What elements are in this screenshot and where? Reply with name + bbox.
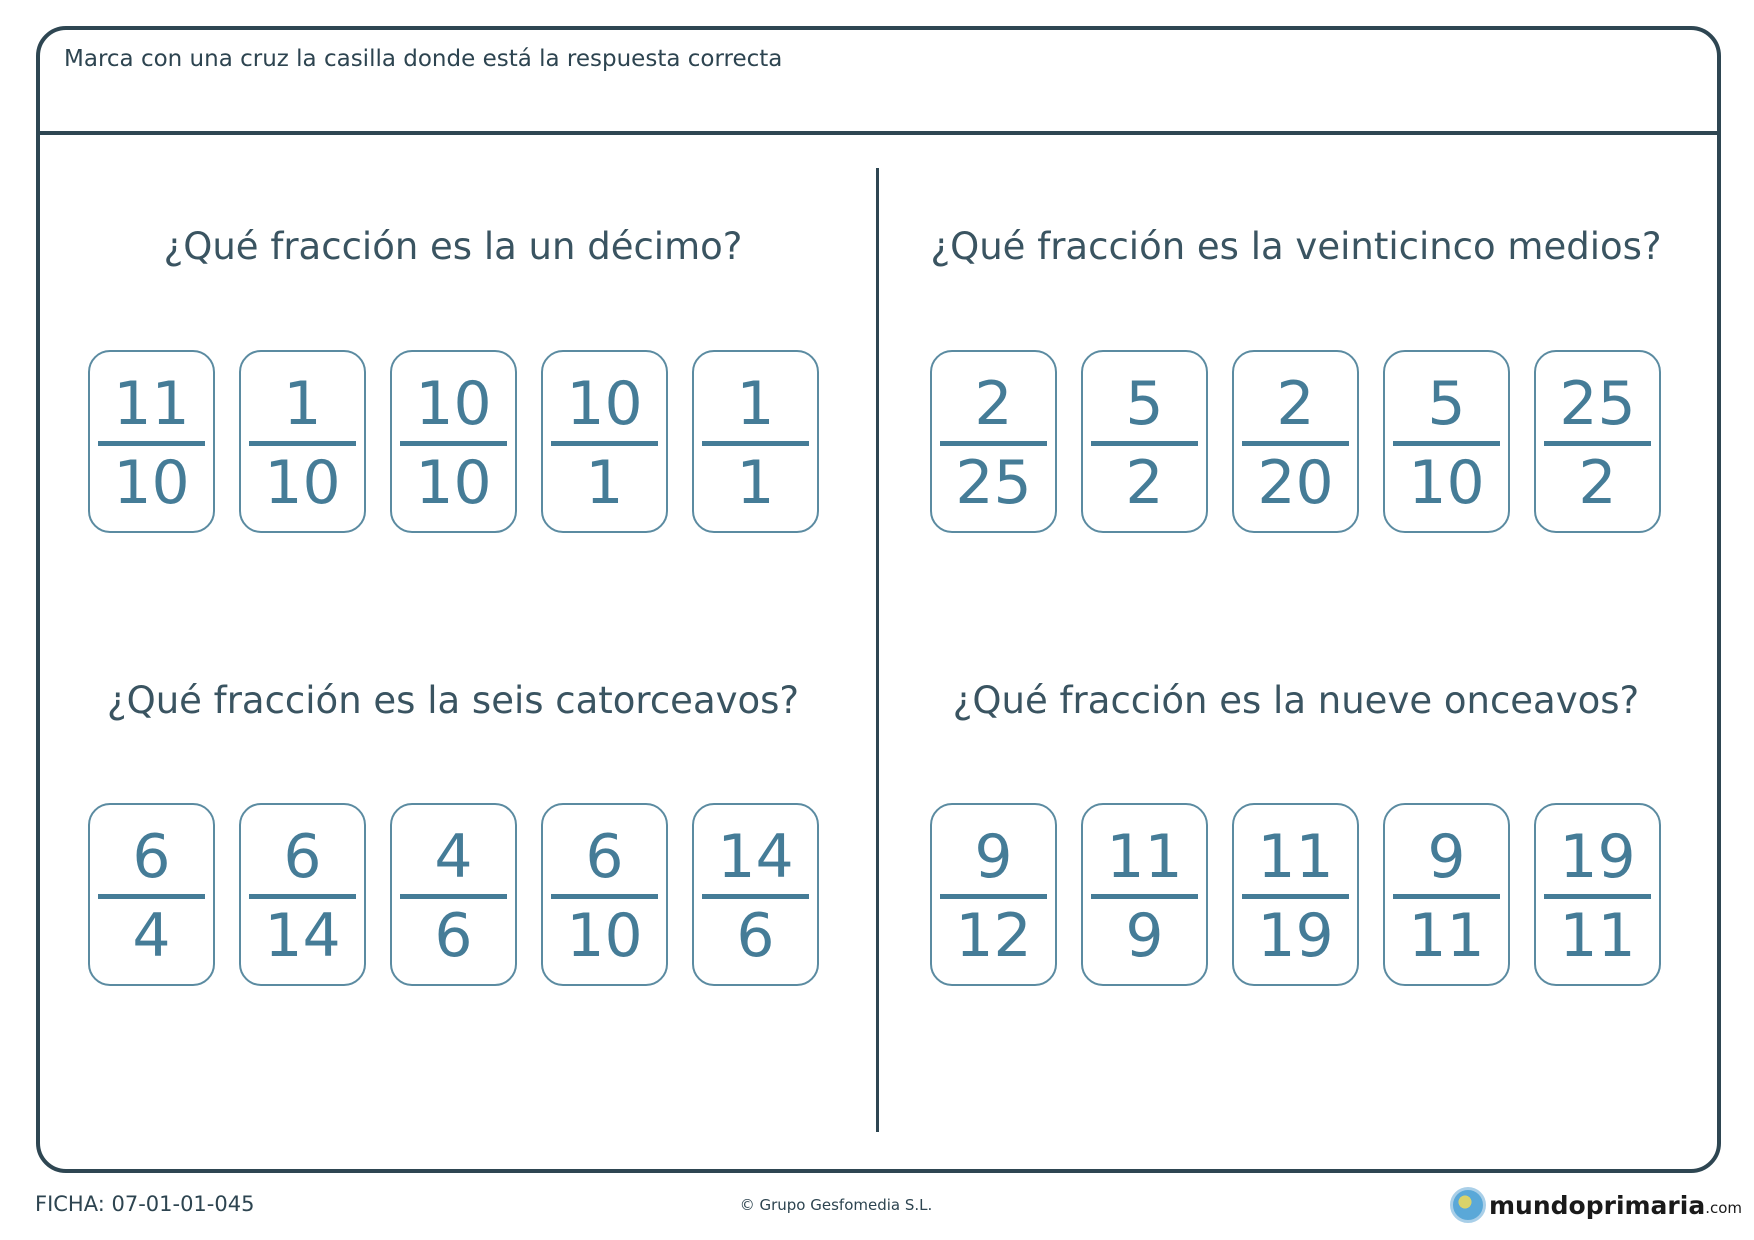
- answer-option-checkbox[interactable]: [88, 350, 215, 533]
- instruction-text: Marca con una cruz la casilla donde está la respuesta correcta: [64, 46, 783, 72]
- logo-tld: .com: [1705, 1199, 1743, 1217]
- fraction-bar: [551, 441, 658, 446]
- numerator: 5: [1427, 369, 1466, 439]
- answer-option-checkbox[interactable]: [930, 803, 1057, 986]
- fraction-bar: [940, 894, 1047, 899]
- denominator: 20: [1257, 448, 1334, 518]
- question-2: ¿Qué fracción es la veinticinco medios?: [930, 225, 1662, 268]
- fraction-bar: [1242, 441, 1349, 446]
- copyright: © Grupo Gesfomedia S.L.: [739, 1196, 933, 1214]
- denominator: 9: [1125, 901, 1164, 971]
- numerator: 14: [717, 822, 794, 892]
- numerator: 6: [132, 822, 171, 892]
- denominator: 6: [736, 901, 775, 971]
- answer-option-checkbox[interactable]: [390, 350, 517, 533]
- fraction-bar: [702, 441, 809, 446]
- answer-option-checkbox[interactable]: [1232, 803, 1359, 986]
- fraction-bar: [1393, 894, 1500, 899]
- header-divider: [36, 131, 1721, 135]
- question-1: ¿Qué fracción es la un décimo?: [163, 225, 743, 268]
- numerator: 4: [434, 822, 473, 892]
- answer-option-checkbox[interactable]: [692, 350, 819, 533]
- denominator: 10: [264, 448, 341, 518]
- logo-name: mundoprimaria: [1489, 1190, 1706, 1220]
- denominator: 11: [1408, 901, 1485, 971]
- numerator: 9: [974, 822, 1013, 892]
- numerator: 25: [1559, 369, 1636, 439]
- denominator: 1: [585, 448, 624, 518]
- denominator: 2: [1578, 448, 1617, 518]
- numerator: 19: [1559, 822, 1636, 892]
- fraction-bar: [400, 441, 507, 446]
- denominator: 14: [264, 901, 341, 971]
- denominator: 19: [1257, 901, 1334, 971]
- answer-option-checkbox[interactable]: [1534, 350, 1661, 533]
- fraction-bar: [1091, 894, 1198, 899]
- denominator: 4: [132, 901, 171, 971]
- numerator: 10: [415, 369, 492, 439]
- fraction-bar: [551, 894, 658, 899]
- fraction-bar: [400, 894, 507, 899]
- numerator: 5: [1125, 369, 1164, 439]
- question-4: ¿Qué fracción es la nueve onceavos?: [952, 679, 1640, 722]
- fraction-bar: [1544, 894, 1651, 899]
- question-3: ¿Qué fracción es la seis catorceavos?: [106, 679, 800, 722]
- fraction-bar: [98, 441, 205, 446]
- numerator: 6: [283, 822, 322, 892]
- answer-option-checkbox[interactable]: [390, 803, 517, 986]
- column-divider: [876, 168, 879, 1132]
- answer-option-checkbox[interactable]: [930, 350, 1057, 533]
- denominator: 25: [955, 448, 1032, 518]
- answer-option-checkbox[interactable]: [1232, 350, 1359, 533]
- denominator: 10: [415, 448, 492, 518]
- denominator: 10: [113, 448, 190, 518]
- numerator: 6: [585, 822, 624, 892]
- fraction-bar: [1393, 441, 1500, 446]
- numerator: 1: [283, 369, 322, 439]
- answer-option-checkbox[interactable]: [1534, 803, 1661, 986]
- numerator: 10: [566, 369, 643, 439]
- worksheet-id: FICHA: 07-01-01-045: [35, 1192, 255, 1216]
- numerator: 2: [1276, 369, 1315, 439]
- denominator: 6: [434, 901, 473, 971]
- numerator: 1: [736, 369, 775, 439]
- fraction-bar: [1242, 894, 1349, 899]
- answer-option-checkbox[interactable]: [1081, 803, 1208, 986]
- fraction-bar: [1091, 441, 1198, 446]
- denominator: 10: [566, 901, 643, 971]
- answer-option-checkbox[interactable]: [239, 350, 366, 533]
- answer-option-checkbox[interactable]: [541, 350, 668, 533]
- fraction-bar: [249, 441, 356, 446]
- answer-option-checkbox[interactable]: [88, 803, 215, 986]
- denominator: 2: [1125, 448, 1164, 518]
- denominator: 11: [1559, 901, 1636, 971]
- denominator: 10: [1408, 448, 1485, 518]
- mundoprimaria-logo[interactable]: [1450, 1187, 1742, 1223]
- answer-option-checkbox[interactable]: [692, 803, 819, 986]
- fraction-bar: [249, 894, 356, 899]
- denominator: 12: [955, 901, 1032, 971]
- answer-option-checkbox[interactable]: [1383, 803, 1510, 986]
- answer-option-checkbox[interactable]: [239, 803, 366, 986]
- fraction-bar: [702, 894, 809, 899]
- numerator: 11: [113, 369, 190, 439]
- numerator: 9: [1427, 822, 1466, 892]
- fraction-bar: [940, 441, 1047, 446]
- answer-option-checkbox[interactable]: [1081, 350, 1208, 533]
- globe-icon: [1450, 1187, 1486, 1223]
- answer-option-checkbox[interactable]: [1383, 350, 1510, 533]
- answer-option-checkbox[interactable]: [541, 803, 668, 986]
- numerator: 11: [1106, 822, 1183, 892]
- denominator: 1: [736, 448, 775, 518]
- fraction-bar: [98, 894, 205, 899]
- fraction-bar: [1544, 441, 1651, 446]
- numerator: 2: [974, 369, 1013, 439]
- numerator: 11: [1257, 822, 1334, 892]
